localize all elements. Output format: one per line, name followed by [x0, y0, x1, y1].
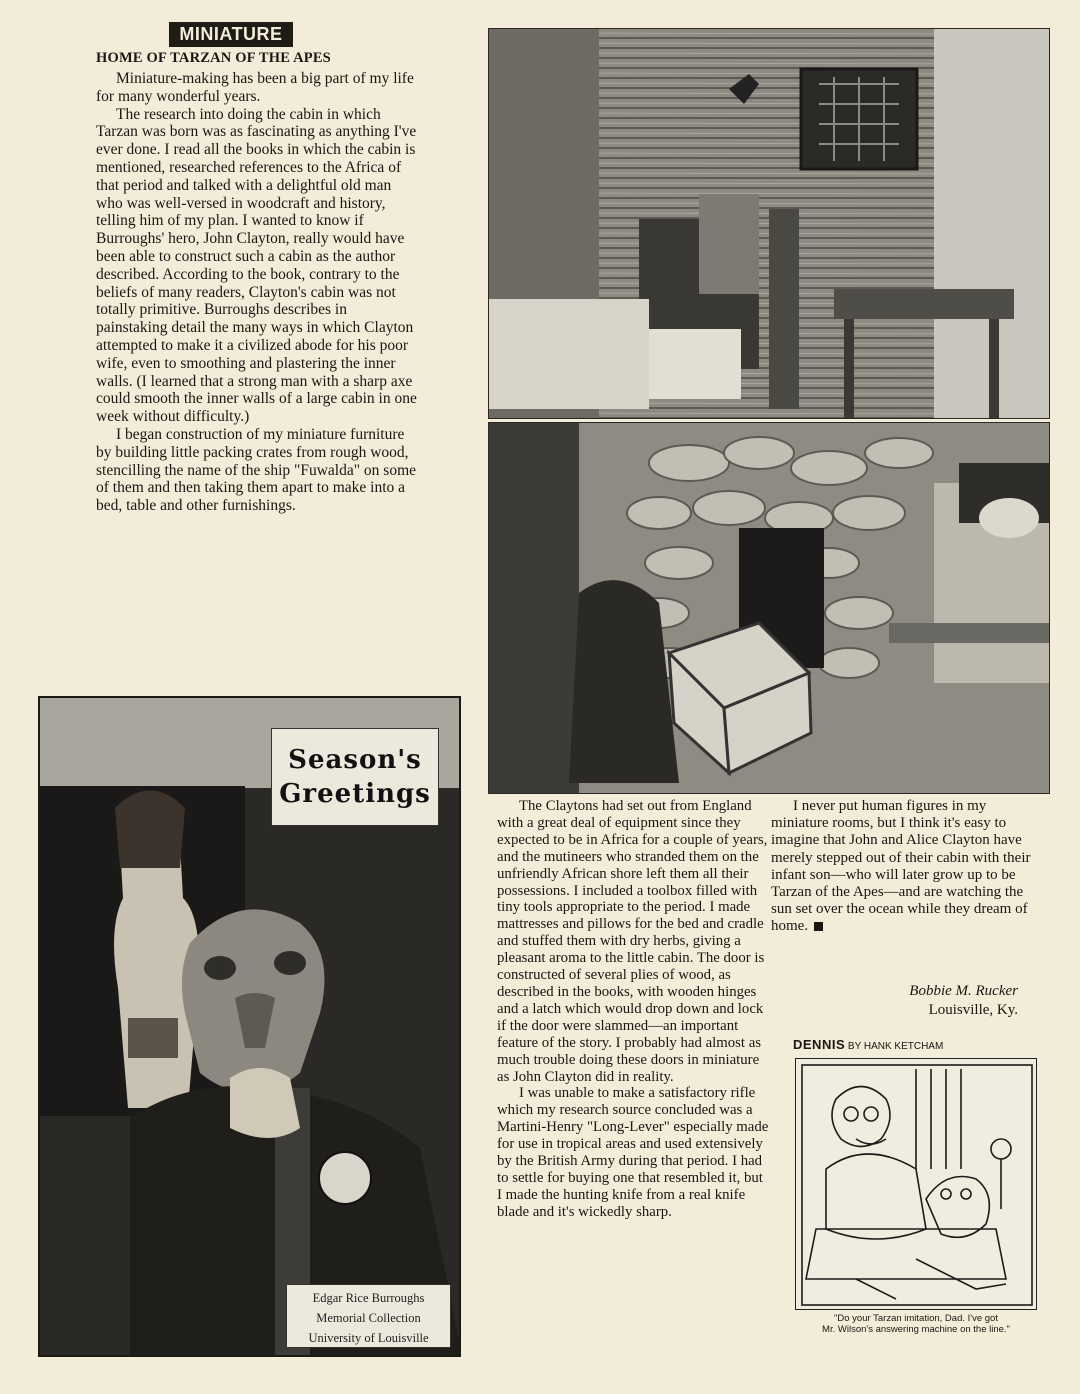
comic-byline: BY HANK KETCHAM	[847, 1041, 944, 1052]
paragraph: I began construction of my miniature furniture by building little packing crates from rough wood, stencilling the name of the ship "Fuwalda" on some of them and then taking them apart to make into a bed, table and other furnishings.	[96, 425, 417, 515]
credit-line-3: University of Louisville	[308, 1331, 429, 1345]
comic-caption-line-2: Mr. Wilson's answering machine on the line."	[822, 1324, 1010, 1335]
comic-drawing	[796, 1059, 1037, 1310]
article-column-3	[771, 798, 1046, 936]
comic-header	[793, 1039, 1043, 1053]
seasons-greetings-card	[38, 696, 461, 1357]
cabin-fireplace-image	[489, 423, 1049, 793]
article-column-1	[96, 70, 418, 515]
credit-line-2: Memorial Collection	[316, 1311, 421, 1325]
article-headline: HOME OF TARZAN OF THE APES	[96, 50, 331, 66]
credit-line-1: Edgar Rice Burroughs	[312, 1291, 425, 1305]
section-tag: MINIATURE	[169, 22, 293, 47]
greeting-line-2: Greetings	[279, 779, 431, 809]
cabin-interior-image	[489, 29, 1049, 418]
cabin-fireplace-photo	[488, 422, 1050, 794]
comic-strip-title: DENNIS	[793, 1037, 846, 1052]
dennis-comic-panel	[795, 1058, 1037, 1310]
collection-credit-label	[286, 1284, 451, 1348]
paragraph: Miniature-making has been a big part of my life for many wonderful years.	[96, 70, 414, 105]
paragraph: The research into doing the cabin in which Tarzan was born was as fascinating as anything I've ever done. I read all the books in which the cabin is mentioned, researched references to the Africa of that period and talked with a delightful old man who was well-versed in woodcraft and history, telling him of my plan. I wanted to know if Burroughs' hero, John Clayton, really would have been able to construct such a cabin as the author described. According to the book, contrary to the beliefs of many readers, Clayton's cabin was not totally primitive. Burroughs describes in painstaking detail the many ways in which Clayton attempted to make it a civilized abode for his poor wife, even to smoothing and plastering the inner walls. (I learned that a strong man with a sharp axe could smooth the inner walls of a large cabin in one week without difficulty.)	[96, 105, 417, 426]
paragraph	[771, 798, 1046, 936]
author-name: Bobbie M. Rucker	[909, 983, 1018, 999]
greeting-label	[271, 728, 439, 826]
cabin-interior-photo	[488, 28, 1050, 419]
paragraph-text: I never put human figures in my miniature rooms, but I think it's easy to imagine that John and Alice Clayton have merely stepped out of their cabin with their infant son—who will later grow up to be Tarzan of the Apes—and are watching the sun set over the ocean while they dream of home.	[771, 798, 1031, 935]
author-signature	[848, 982, 1018, 1020]
square-end-mark-icon	[814, 922, 823, 931]
author-location: Louisville, Ky.	[928, 1002, 1018, 1018]
paragraph: The Claytons had set out from England with a great deal of equipment since they expected to be in Africa for a couple of years, and the mutineers who stranded them on the unfriendly African shore left them all their possessions. I included a toolbox filled with tiny tools appropriate to the period. I made mattresses and pillows for the bed and cradle and stuffed them with dry herbs, giving a pleasant aroma to the little cabin. The door is constructed of several plies of wood, as described in the books, with wooden hinges and a latch which would drop down and lock if the door were slammed—an important feature of the story. I probably had almost as much trouble doing these doors in miniature as John Clayton did in reality.	[497, 798, 768, 1085]
comic-caption	[795, 1313, 1037, 1335]
paragraph: I was unable to make a satisfactory rifle which my research source concluded was a Martini-Henry "Long-Lever" especially made for use in tropical areas and used extensively by the British Army during that period. I had to settle for buying one that resembled it, but I made the hunting knife from a real knife blade and it's wickedly sharp.	[497, 1085, 769, 1220]
greeting-line-1: Season's	[288, 745, 422, 775]
comic-caption-line-1: "Do your Tarzan imitation, Dad. I've got	[834, 1313, 998, 1324]
article-column-2	[497, 798, 769, 1221]
